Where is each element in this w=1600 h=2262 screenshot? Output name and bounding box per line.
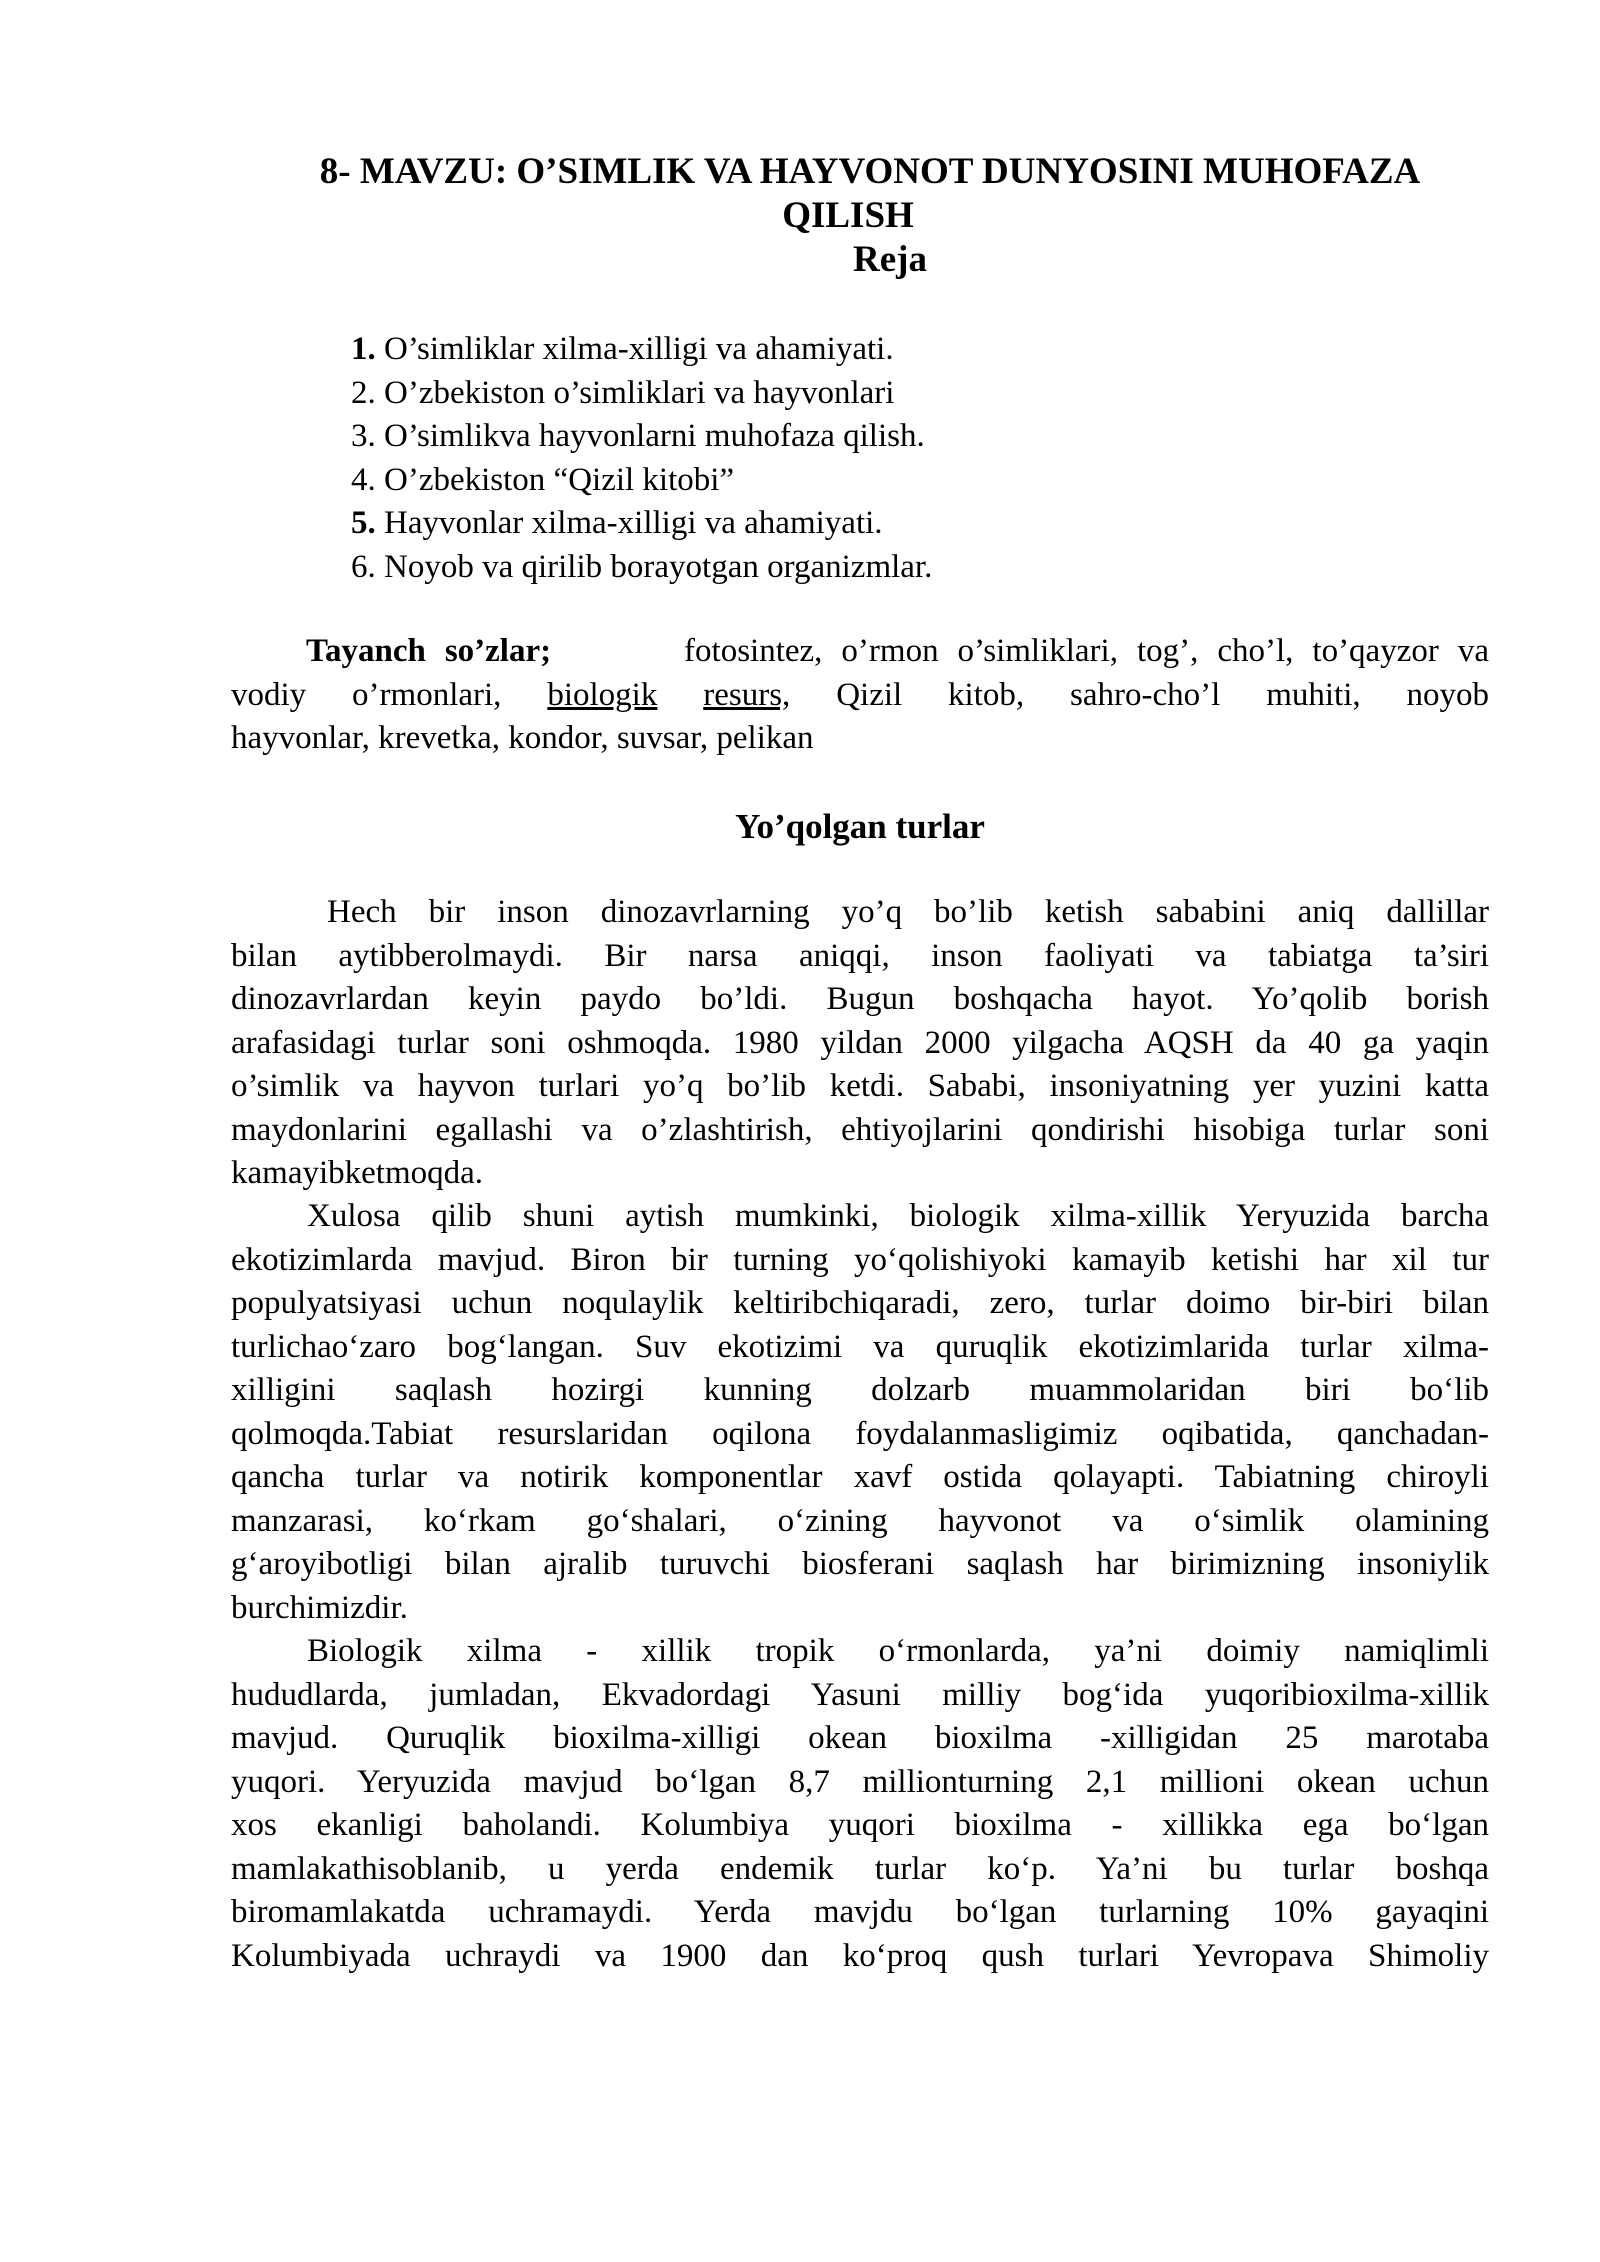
- topic-title-line2: QILISH: [782, 195, 914, 236]
- paragraph-line: yuqori. Yeryuzida mavjud bo‘lgan 8,7 millionturning 2,1 millioni okean uchun: [231, 1763, 1489, 1800]
- paragraph-line: qolmoqda.Tabiat resurslaridan oqilona foydalanmasligimiz oqibatida, qanchadan-: [231, 1415, 1489, 1452]
- plan-item: [351, 328, 932, 372]
- paragraph-line: bilan aytibberolmaydi. Bir narsa aniqqi, inson faoliyati va tabiatga ta’siri: [231, 937, 1489, 974]
- paragraph-line: dinozavrlardan keyin paydo bo’ldi. Bugun boshqacha hayot. Yo’qolib borish: [231, 981, 1489, 1017]
- plan-item-number: 3.: [351, 418, 376, 454]
- keywords-label: Tayanch so’zlar;: [306, 633, 552, 669]
- paragraph-line: Kolumbiyada uchraydi va 1900 dan ko‘proq qush turlari Yevropava Shimoliy: [231, 1937, 1489, 1974]
- paragraph-line: populyatsiyasi uchun noqulaylik keltiribchiqaradi, zero, turlar doimo bir-biri bilan: [231, 1285, 1489, 1321]
- plan-item-number: 2.: [351, 374, 376, 411]
- paragraph-line: xilligini saqlash hozirgi kunning dolzarb muammolaridan biri bo‘lib: [231, 1372, 1489, 1408]
- keywords-text: fotosintez, o’rmon o’simliklari, tog’, cho’l, to’qayzor va: [684, 633, 1489, 669]
- paragraph-line: maydonlarini egallashi va o’zlashtirish, ehtiyojlarini qondirishi hisobiga turlar soni: [231, 1111, 1489, 1148]
- paragraph-line: Xulosa qilib shuni aytish mumkinki, biologik xilma-xillik Yeryuzida barcha: [307, 1198, 1489, 1234]
- paragraph-1: [231, 891, 1489, 1196]
- plan-item: [351, 502, 932, 546]
- paragraph-line: kamayibketmoqda.: [231, 1155, 484, 1191]
- paragraph-2: [231, 1195, 1489, 1630]
- paragraph-line: qancha turlar va notirik komponentlar xavf ostida qolayapti. Tabiatning chiroyli: [231, 1459, 1489, 1495]
- keyword-underlined: resurs,: [703, 676, 791, 713]
- keywords-line: hayvonlar, krevetka, kondor, suvsar, pelikan: [231, 720, 814, 756]
- keywords-line: [231, 630, 1489, 674]
- topic-title-line1: 8- MAVZU: O’SIMLIK VA HAYVONOT DUNYOSINI MUHOFAZA: [319, 151, 1421, 192]
- plan-item-text: O’simliklar xilma-xilligi va ahamiyati.: [375, 331, 894, 367]
- paragraph-line: ekotizimlarda mavjud. Biron bir turning yo‘qolishiyoki kamayib ketishi har xil tur: [231, 1241, 1489, 1278]
- keywords-text: Qizil kitob, sahro-cho’l muhiti, noyob: [836, 676, 1490, 713]
- paragraph-3: [231, 1630, 1489, 1978]
- paragraph-line: manzarasi, ko‘rkam go‘shalari, o‘zining hayvonot va o‘simlik olamining: [231, 1502, 1489, 1539]
- plan-item-text: Noyob va qirilib borayotgan organizmlar.: [375, 548, 933, 585]
- keywords-paragraph: [231, 630, 1489, 761]
- plan-item-text: O’zbekiston “Qizil kitobi”: [375, 461, 735, 498]
- plan-item-text: O’simlikva hayvonlarni muhofaza qilish.: [375, 418, 925, 454]
- paragraph-line: arafasidagi turlar soni oshmoqda. 1980 yildan 2000 yilgacha AQSH da 40 ga yaqin: [231, 1024, 1489, 1061]
- paragraph-line: o’simlik va hayvon turlari yo’q bo’lib ketdi. Sababi, insoniyatning yer yuzini katta: [231, 1068, 1489, 1104]
- paragraph-line: Biologik xilma - xillik tropik o‘rmonlarda, ya’ni doimiy namiqlimli: [307, 1633, 1489, 1669]
- keyword-underlined: biologik: [547, 676, 658, 713]
- keywords-text: vodiy o’rmonlari,: [231, 676, 502, 713]
- plan-item-number: 4.: [351, 461, 376, 498]
- plan-item: [351, 372, 932, 416]
- plan-item-number: 6.: [351, 548, 376, 585]
- paragraph-line: xos ekanligi baholandi. Kolumbiya yuqori bioxilma - xillikka ega bo‘lgan: [231, 1807, 1489, 1843]
- keywords-line: [231, 674, 1489, 718]
- section-title: Yo’qolgan turlar: [735, 807, 985, 846]
- plan-item: [351, 415, 932, 459]
- plan-item: [351, 546, 932, 590]
- plan-item-text: O’zbekiston o’simliklari va hayvonlari: [375, 374, 895, 411]
- plan-item: [351, 459, 932, 503]
- paragraph-line: mavjud. Quruqlik bioxilma-xilligi okean bioxilma -xilligidan 25 marotaba: [231, 1720, 1489, 1756]
- paragraph-line: hududlarda, jumladan, Ekvadordagi Yasuni milliy bog‘ida yuqoribioxilma-xillik: [231, 1676, 1489, 1713]
- paragraph-line: burchimizdir.: [231, 1589, 408, 1626]
- plan-list: [351, 328, 932, 589]
- paragraph-line: g‘aroyibotligi bilan ajralib turuvchi biosferani saqlash har birimizning insoniylik: [231, 1546, 1489, 1582]
- paragraph-line: turlichao‘zaro bog‘langan. Suv ekotizimi va quruqlik ekotizimlarida turlar xilma-: [231, 1328, 1489, 1365]
- paragraph-line: biromamlakatda uchramaydi. Yerda mavjdu bo‘lgan turlarning 10% gayaqini: [231, 1894, 1489, 1930]
- plan-item-text: Hayvonlar xilma-xilligi va ahamiyati.: [375, 505, 883, 541]
- paragraph-line: Hech bir inson dinozavrlarning yo’q bo’lib ketish sababini aniq dallillar: [327, 894, 1489, 930]
- paragraph-line: mamlakathisoblanib, u yerda endemik turlar ko‘p. Ya’ni bu turlar boshqa: [231, 1850, 1489, 1887]
- plan-item-number: 5.: [351, 505, 376, 541]
- plan-item-number: 1.: [351, 331, 376, 367]
- plan-heading: Reja: [853, 239, 927, 280]
